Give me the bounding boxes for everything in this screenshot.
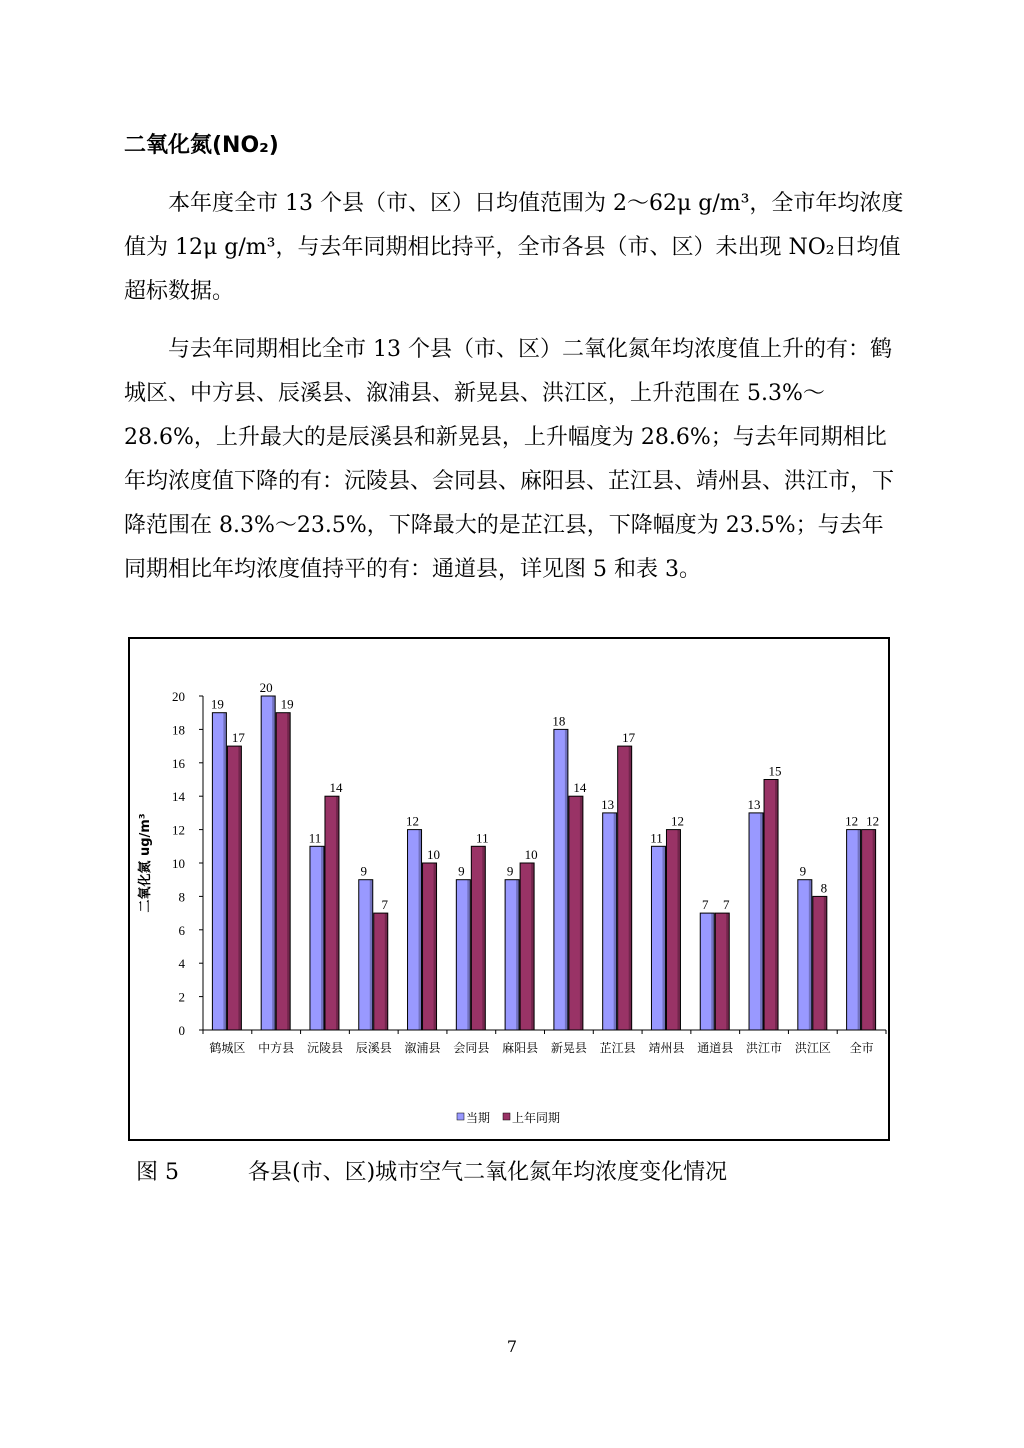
- x-tick-label: 洪江区: [794, 1041, 831, 1055]
- bar-value-label: 10: [524, 847, 538, 862]
- bar-value-label: 12: [406, 813, 420, 829]
- bar-shade: [531, 863, 534, 1030]
- y-tick-label: 14: [172, 789, 185, 805]
- x-tick-label: 溆浦县: [404, 1041, 441, 1055]
- bar-shade: [238, 746, 241, 1030]
- bar-value-label: 7: [723, 897, 730, 913]
- bar-value-label: 8: [820, 880, 828, 896]
- figure-caption: [136, 1155, 727, 1186]
- bar-value-label: 19: [210, 696, 224, 712]
- x-tick-label: 沅陵县: [306, 1041, 343, 1055]
- y-tick-label: 0: [178, 1023, 185, 1038]
- bar-shade: [321, 846, 324, 1030]
- bar-shade: [614, 813, 617, 1030]
- bar-shade: [223, 713, 226, 1030]
- bar-shade: [467, 880, 470, 1030]
- bar-shade: [434, 863, 437, 1030]
- legend-swatch: [457, 1113, 464, 1120]
- y-tick-label: 6: [178, 922, 185, 938]
- bar-shade: [336, 796, 339, 1030]
- x-tick-label: 靖州县: [648, 1041, 685, 1055]
- figure-title: 各县(市、区)城市空气二氧化氮年均浓度变化情况: [248, 1160, 728, 1185]
- bar-shade: [385, 913, 388, 1030]
- figure-number: 图 5: [136, 1160, 179, 1185]
- bar-value-label: 11: [308, 830, 322, 846]
- bar-shade: [809, 880, 812, 1030]
- bar-shade: [516, 880, 519, 1030]
- bar-shade: [711, 913, 714, 1030]
- bar-value-label: 17: [231, 730, 245, 746]
- y-tick-label: 4: [178, 956, 185, 972]
- bar-value-label: 12: [670, 813, 684, 829]
- bar-value-label: 19: [280, 696, 294, 712]
- bar-shade: [760, 813, 763, 1030]
- bar-shade: [824, 896, 827, 1030]
- y-axis-label: 二氧化氮 ug/m³: [138, 813, 153, 913]
- x-tick-label: 洪江市: [746, 1041, 783, 1055]
- x-tick-label: 中方县: [258, 1041, 295, 1055]
- x-tick-label: 全市: [849, 1041, 874, 1055]
- bar-shade: [629, 746, 632, 1030]
- bar-shade: [565, 729, 568, 1030]
- paragraph-comparison: 与去年同期相比全市 13 个县（市、区）二氧化氮年均浓度值上升的有：鹤城区、中方县、辰溪县、溆浦县、新晃县、洪江区，上升范围在 5.3%～28.6%，上升最大的是辰溪县和新晃县，上升幅度为 28.6%；与去年同期相比年均浓度值下降的有：沅陵县、会同县、麻阳县、芷江县、靖州县、洪江市，下降范围在 8.3%～23.5%，下降最大的是芷江县，下降幅度为 23.5%；与去年同期相比年均浓度值持平的有：通道县，详见图 5 和表 3。: [124, 337, 895, 582]
- bar-value-label: 13: [601, 796, 615, 812]
- bar-shade: [370, 880, 373, 1030]
- x-tick-label: 辰溪县: [355, 1041, 392, 1055]
- bar-shade: [873, 830, 876, 1030]
- x-tick-label: 鹤城区: [209, 1041, 246, 1055]
- bar-shade: [775, 780, 778, 1031]
- y-tick-label: 2: [178, 989, 185, 1005]
- bar-shade: [272, 696, 275, 1030]
- bar-value-label: 12: [845, 813, 859, 829]
- legend-swatch: [503, 1113, 510, 1120]
- y-tick-label: 16: [172, 755, 185, 771]
- bar-value-label: 17: [622, 730, 636, 746]
- bar-value-label: 13: [747, 796, 761, 812]
- bar-value-label: 9: [360, 863, 367, 879]
- x-tick-label: 芷江县: [599, 1041, 636, 1055]
- paragraph-summary: 本年度全市 13 个县（市、区）日均值范围为 2～62μ g/m³，全市年均浓度值为 12μ g/m³，与去年同期相比持平，全市各县（市、区）未出现 NO₂日均值超标数据。: [124, 191, 904, 304]
- bar-value-label: 12: [866, 813, 880, 829]
- bar-value-label: 14: [573, 780, 587, 796]
- bar-value-label: 18: [552, 713, 566, 729]
- bar-value-label: 7: [381, 897, 388, 913]
- bar-shade: [580, 796, 583, 1030]
- bar-value-label: 9: [458, 863, 465, 879]
- bar-shade: [662, 846, 665, 1030]
- y-tick-label: 10: [172, 856, 185, 871]
- bar-shade: [858, 830, 861, 1030]
- y-tick-label: 18: [172, 722, 185, 738]
- x-tick-label: 新晃县: [550, 1041, 587, 1055]
- bar-value-label: 14: [329, 780, 343, 796]
- bar-chart: [130, 639, 888, 1139]
- x-tick-label: 通道县: [697, 1041, 734, 1055]
- bar-value-label: 15: [768, 763, 782, 779]
- bar-shade: [482, 846, 485, 1030]
- legend-label: 上年同期: [512, 1111, 561, 1125]
- bar-shade: [419, 830, 422, 1030]
- bar-value-label: 11: [650, 830, 663, 846]
- bar-value-label: 9: [799, 863, 807, 879]
- legend-label: 当期: [466, 1111, 491, 1125]
- y-tick-label: 20: [172, 689, 185, 704]
- y-tick-label: 8: [178, 889, 185, 905]
- bar-value-label: 7: [702, 897, 709, 913]
- y-tick-label: 12: [172, 822, 185, 838]
- bar-shade: [287, 713, 290, 1030]
- bar-shade: [726, 913, 729, 1030]
- chart-frame: [128, 637, 890, 1141]
- page-number: 7: [506, 1337, 518, 1356]
- bar-value-label: 9: [506, 863, 514, 879]
- x-tick-label: 麻阳县: [502, 1041, 539, 1055]
- section-heading: 二氧化氮(NO₂): [124, 133, 279, 158]
- bar-shade: [677, 830, 680, 1030]
- bar-value-label: 11: [476, 830, 489, 846]
- x-tick-label: 会同县: [453, 1041, 490, 1055]
- bar-value-label: 20: [259, 680, 273, 695]
- bar-value-label: 10: [427, 847, 441, 862]
